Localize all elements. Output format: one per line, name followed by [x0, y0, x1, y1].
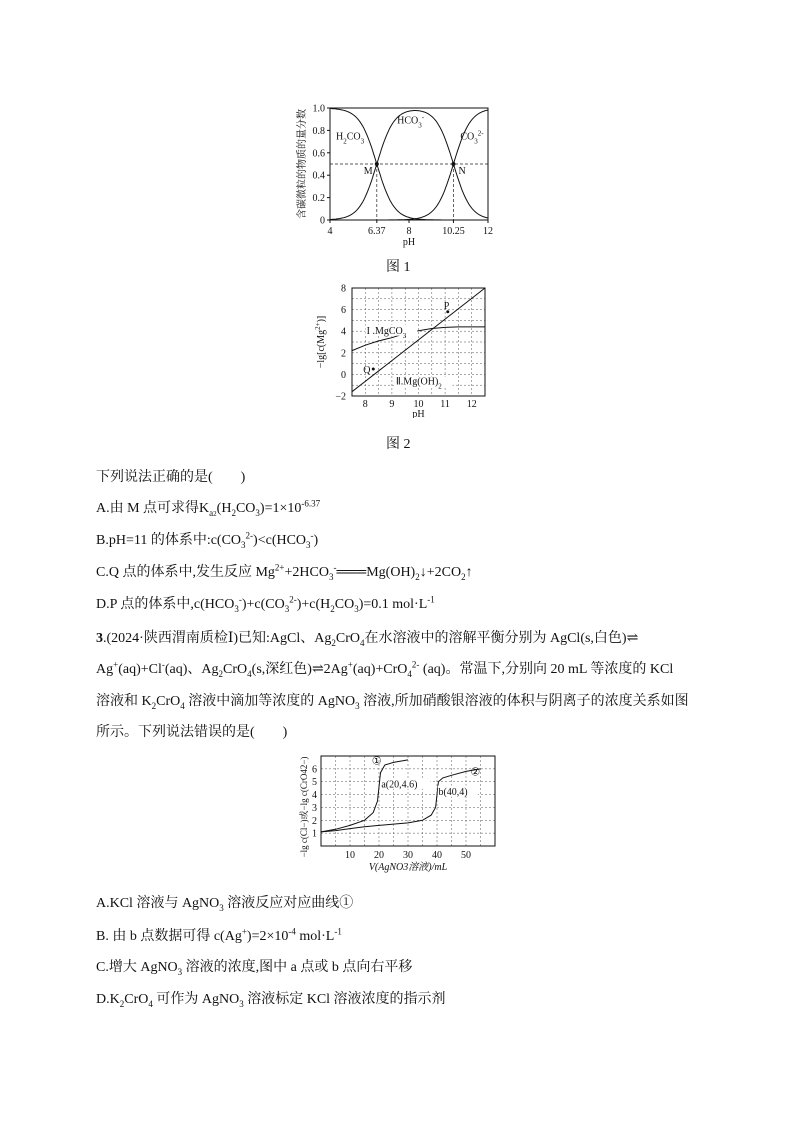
q3-option-c: C.增大 AgNO$_3$ 溶液的浓度,图中 a 点或 b 点向右平移 [96, 960, 413, 977]
fig2-labels [314, 284, 477, 419]
series-label-1: ① [371, 755, 382, 768]
fig2-ylabel-part: −lg[c(Mg [316, 329, 327, 369]
ytick-label-2: 2 [312, 815, 317, 827]
xtick-label-40: 40 [432, 850, 442, 861]
point-label-M: M [363, 166, 373, 177]
series-label-co3-part: 3 [474, 137, 478, 146]
series-label-hco3-part: HCO [397, 115, 419, 127]
series-label-h2co3 [336, 131, 365, 145]
ytick-label-0: 0 [341, 369, 346, 381]
series-label-mgoh2 [396, 377, 442, 391]
q3-line-1: 3.(2024·陕西渭南质检Ⅰ)已知:AgCl、$Ag_2CrO_4$在水溶液中的溶解平衡分别为 AgCl(s,白色)⇌ [96, 631, 639, 648]
series-label-co3 [460, 129, 484, 145]
q2-option-d: D.P 点的体系中$,c(HCO_3^-)+c(CO_3^{2-})+c(H_2CO_3)=0.1$ $mol\cdot L^{-1}$ [96, 594, 435, 614]
curve-HCO3- [330, 111, 488, 220]
xtick-label-50: 50 [461, 850, 471, 861]
fig1-labels [295, 104, 493, 249]
xtick-label-12: 12 [466, 399, 477, 410]
xtick-label-30: 30 [403, 850, 413, 861]
q2-stem: 下列说法正确的是( ) [96, 470, 246, 485]
point-N [451, 162, 455, 166]
fig2-ylabel-part: )] [316, 315, 327, 323]
point-label-N: N [458, 166, 466, 177]
fig3-grid [321, 756, 495, 846]
ytick-label-6: 6 [312, 764, 317, 776]
fig1-ylabel: 含碳微粒的物质的量分数 [297, 109, 308, 219]
point-label-Q: Q [363, 365, 371, 376]
ytick-label-1: 1 [312, 828, 317, 840]
point-M [375, 162, 379, 166]
ytick-label--2: −2 [335, 391, 346, 403]
xtick-label-11: 11 [440, 399, 450, 410]
figure-2-caption: 图 2 [386, 437, 411, 452]
q3-line-3: 溶液和 $K_2CrO_4$ 溶液中滴加等浓度的 AgNO$_3$ 溶液,所加硝酸银溶液的体积与阴离子的浓度关系如图 [96, 694, 689, 711]
xtick-label-10.25: 10.25 [442, 226, 465, 237]
ytick-label-4: 4 [341, 326, 346, 338]
xtick-label-8: 8 [362, 399, 368, 410]
figure-1-caption: 图 1 [386, 260, 411, 275]
xtick-label-20: 20 [374, 850, 384, 861]
series-label-mgco3-part: I .MgCO [366, 325, 403, 337]
xtick-label-6.37: 6.37 [368, 226, 386, 237]
point-label-P: P [443, 300, 450, 312]
ytick-label-0.4: 0.4 [312, 170, 325, 182]
fig2-ylabel [314, 316, 327, 369]
xtick-label-8: 8 [406, 226, 412, 237]
series-label-h2co3-part: 3 [360, 137, 365, 146]
figure-1-species-fraction-chart [290, 98, 505, 248]
figure-2-mg-solubility-chart [310, 283, 495, 418]
fig2-ylabel-part: 2+ [314, 322, 322, 330]
series-label-2: ② [470, 766, 481, 779]
series-label-h2co3-part: 2 [343, 137, 347, 146]
ytick-label-0: 0 [320, 215, 325, 227]
point-label-a: a(20,4.6) [381, 779, 418, 791]
fig1-xlabel: pH [402, 237, 416, 248]
series-label-mgco3 [367, 326, 407, 340]
ytick-label-1.0: 1.0 [312, 103, 325, 115]
series-label-co3-part: CO [460, 131, 475, 143]
series-label-h2co3-part: CO [346, 131, 361, 143]
ytick-label-0.8: 0.8 [312, 125, 325, 137]
q3-option-b: B. 由 b 点数据可得 $c(Ag^+)=2\times 10^{-4}$ $mol\cdot L^{-1}$ [96, 926, 342, 944]
ytick-label-5: 5 [312, 777, 317, 789]
xtick-label-12: 12 [483, 226, 493, 237]
xtick-label-10: 10 [413, 399, 424, 410]
series-label-mgoh2-part: Ⅱ.Mg(OH) [395, 376, 439, 388]
point-label-b: b(40,4) [438, 787, 468, 799]
series-label-co3-part: 2- [477, 129, 484, 138]
fig3-xlabel: V(AgNO3溶液)/mL [368, 862, 448, 873]
xtick-label-9: 9 [389, 399, 395, 410]
series-label-h2co3-part: H [336, 131, 344, 143]
q3-line-2: Ag+(aq)+Cl-(aq)、$Ag_2CrO_4(s$,深红色)⇌2Ag+(aq)+CrO$_4^{2-}$ (aq)。常温下,分别向 20 mL 等浓度的 KCl [96, 659, 674, 679]
q3-option-d: $D.K_2CrO_4$ 可作为 AgNO$_3$ 溶液标定 KCl 溶液浓度的指示剂 [96, 992, 446, 1009]
xtick-label-10: 10 [345, 850, 355, 861]
ytick-label-0.2: 0.2 [312, 193, 325, 205]
q3-option-a: A.KCl 溶液与 AgNO$_3$ 溶液反应对应曲线① [96, 896, 354, 913]
point-Q [372, 368, 375, 371]
series-label-mgco3-part: 3 [402, 331, 407, 340]
fig3-labels [298, 755, 480, 873]
series-label-hco3-part: - [421, 113, 425, 122]
ytick-label-8: 8 [341, 283, 346, 295]
fig3-ylabel: −lg c(Cl−)或−lg c(CrO42−) [299, 756, 309, 858]
q3-line-4: 所示。下列说法错误的是( ) [96, 725, 288, 740]
xtick-label-4: 4 [327, 226, 333, 237]
q2-option-c: C.Q 点的体系中,发生反应 $Mg^{2+}+2HCO_3^-═══Mg(OH)_2↓+2CO_2↑$ [96, 562, 473, 582]
fig2-xlabel: pH [412, 409, 425, 418]
series-label-hco3 [397, 114, 425, 130]
series-label-mgoh2-part: 2 [438, 382, 442, 391]
ytick-label-0.6: 0.6 [312, 148, 325, 160]
ytick-label-6: 6 [341, 305, 346, 317]
q2-option-a: A.由 M 点可求得$K_{a2}(H_2CO_3)=1\times 10^{-6.37}$ [96, 498, 321, 518]
ytick-label-3: 3 [312, 802, 317, 814]
figure-3-titration-chart [295, 748, 510, 883]
ytick-label-2: 2 [341, 348, 346, 360]
q2-option-b: B.pH=11 的体系中$:c(CO_3^{2-})<c(HCO_3^-)$ [96, 530, 319, 550]
series-label-hco3-part: 3 [418, 121, 422, 130]
ytick-label-4: 4 [312, 790, 317, 802]
